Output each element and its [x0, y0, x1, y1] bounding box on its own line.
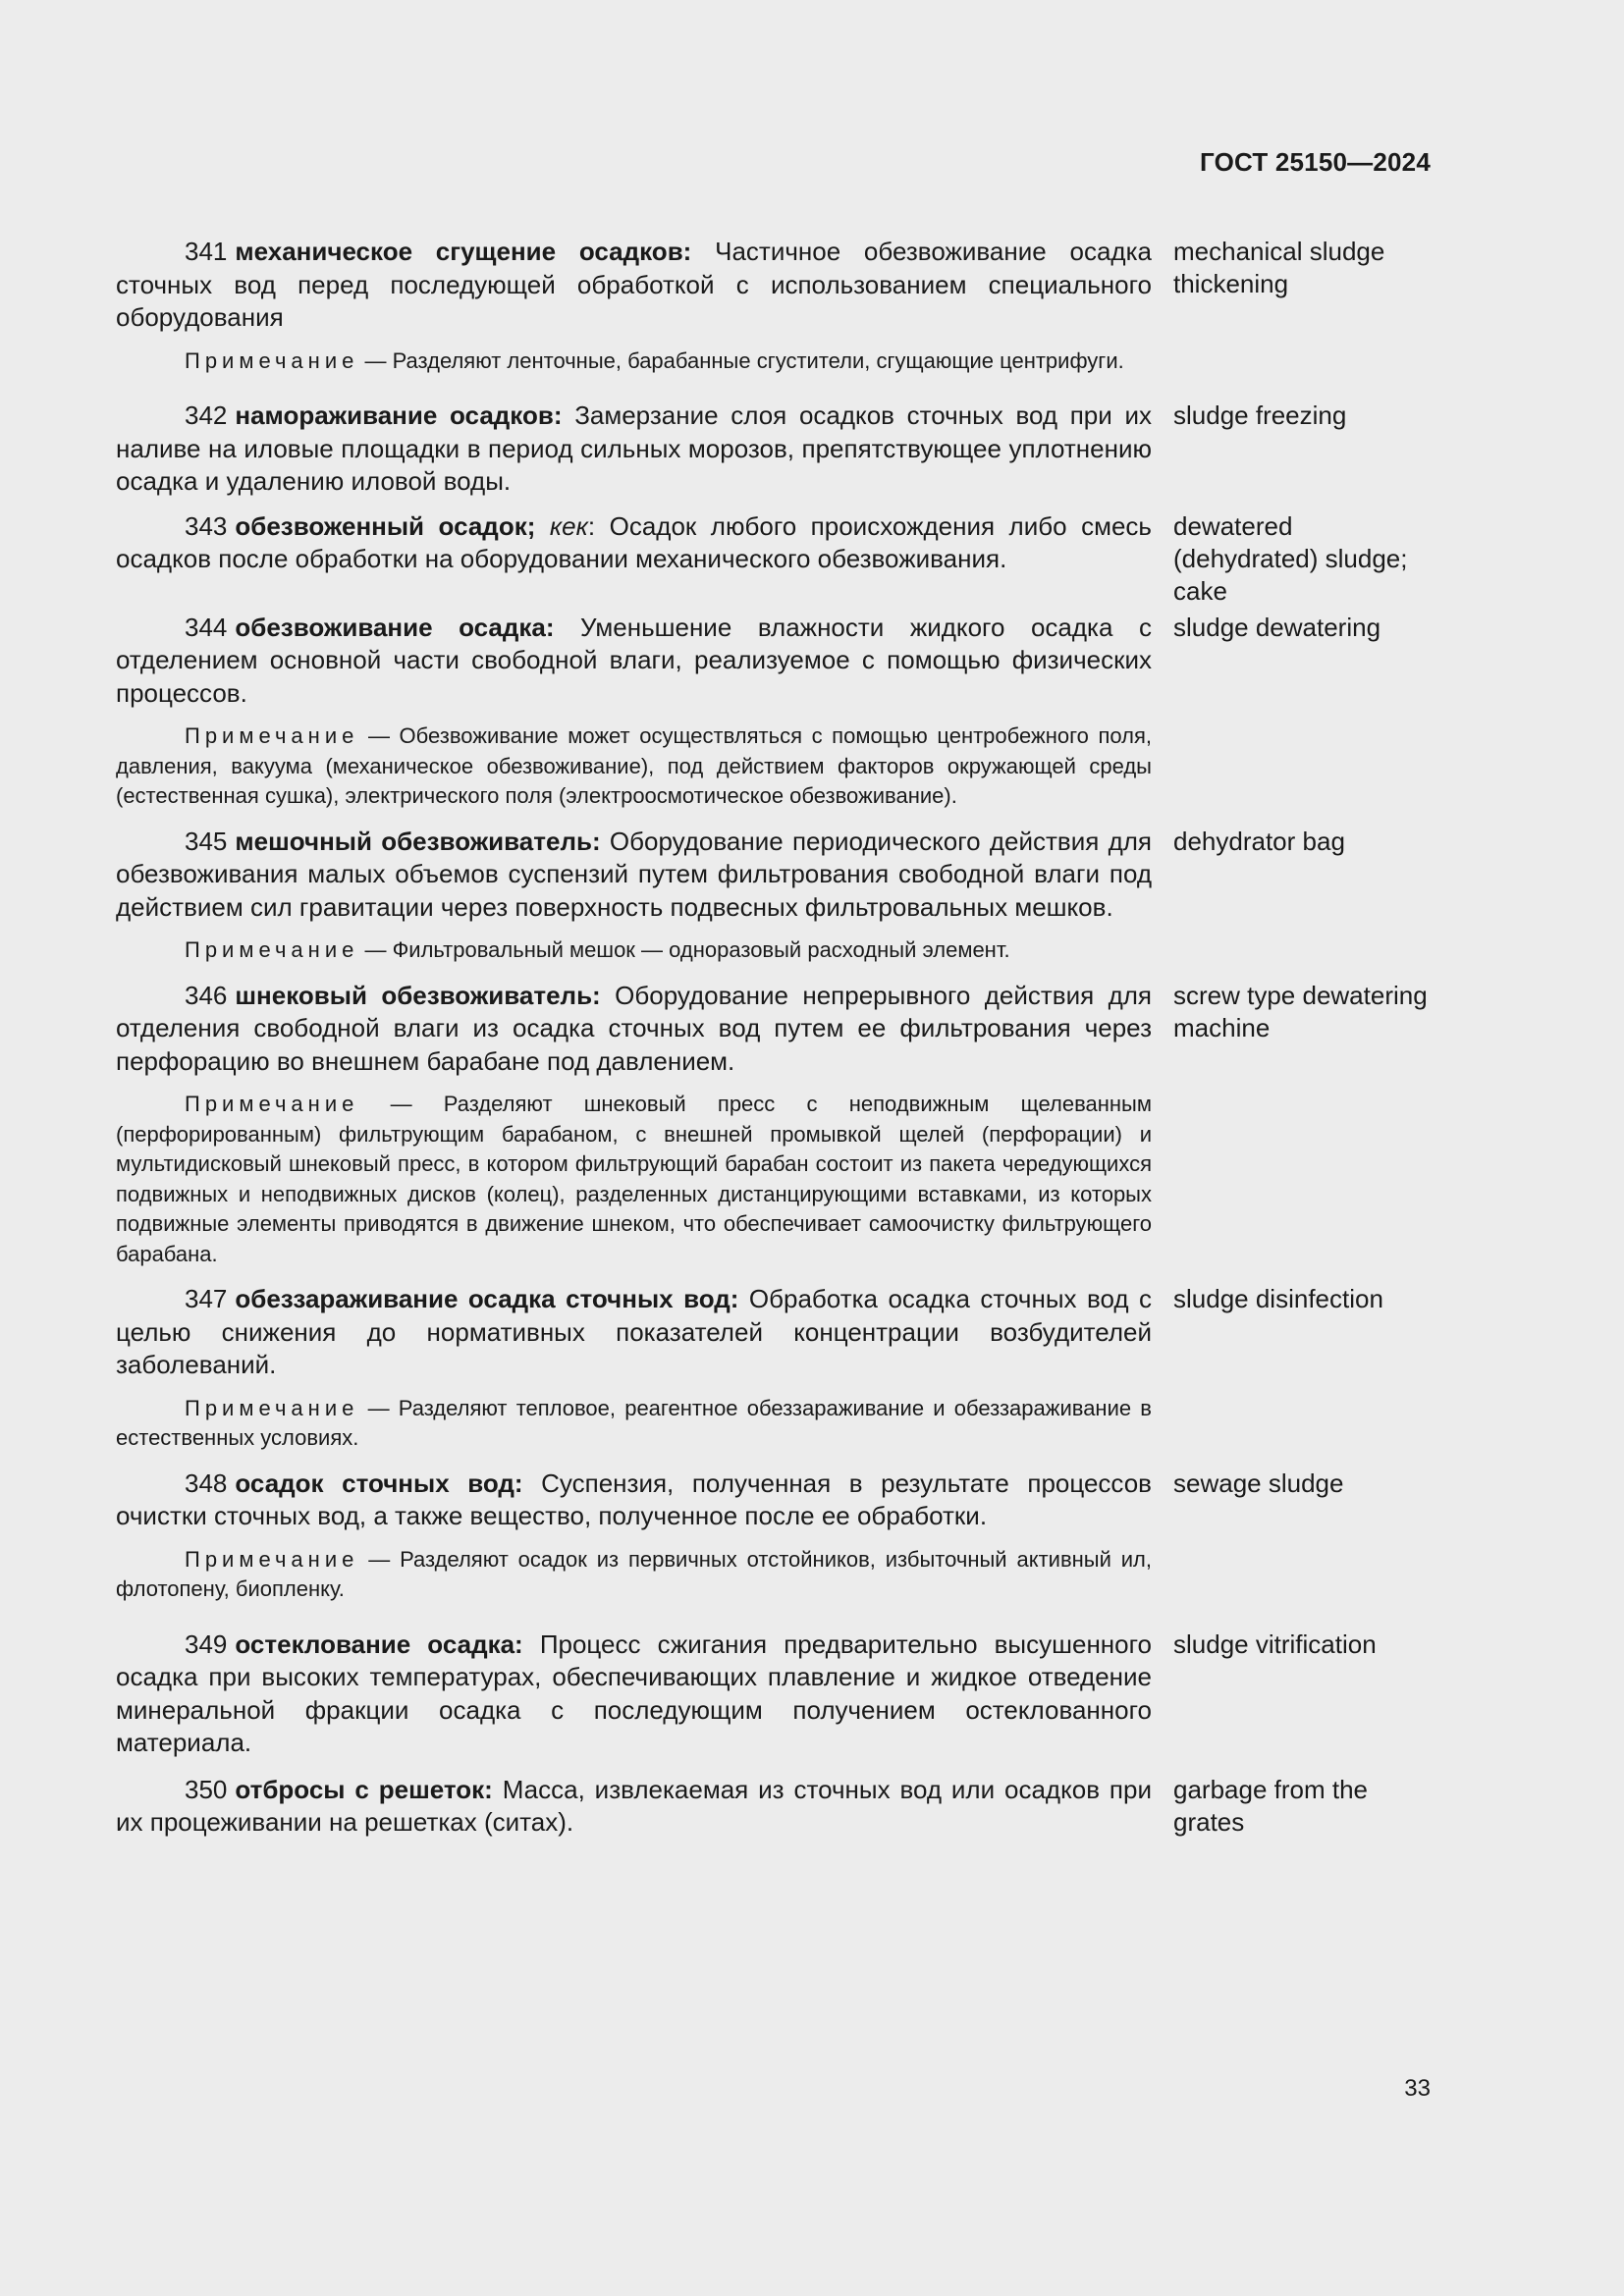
term-number: 350 — [185, 1774, 228, 1804]
entry-russian — [116, 1283, 1152, 1454]
entry-russian — [116, 980, 1152, 1270]
definition-text: : Осадок любого происхождения либо смесь осадков после обработки на оборудовании механического обезвоживания. — [116, 510, 1152, 573]
entry-russian — [116, 826, 1152, 966]
entry-english-equivalent: sludge vitrification — [1173, 1629, 1377, 1659]
term-name: остеклование осадка: — [235, 1629, 523, 1659]
term-number: 348 — [185, 1468, 228, 1498]
term-name: обезвоженный осадок; — [235, 510, 536, 541]
note-text: — Разделяют тепловое, реагентное обеззараживание и обеззараживание в естественных условиях. — [116, 1395, 1152, 1450]
term-note — [116, 1394, 1152, 1454]
term-number: 345 — [185, 826, 228, 856]
term-entry-347 — [116, 1283, 1432, 1454]
term-number: 347 — [185, 1284, 228, 1313]
entry-english-equivalent: dewatered (dehydrated) sludge; cake — [1173, 510, 1408, 606]
definition-text: Процесс сжигания предварительно высушенного осадка при высоких температурах, обеспечивающих плавление и жидкое отведение минеральной фракции осадка с последующим получением остеклованного материала. — [116, 1629, 1152, 1757]
term-number: 343 — [185, 510, 228, 541]
entry-russian — [116, 1774, 1152, 1840]
note-label: Примечание — [185, 347, 359, 373]
term-entry-342 — [116, 400, 1432, 499]
definition-text: Уменьшение влажности жидкого осадка с отделением основной части свободной влаги, реализуемое с помощью физических процессов. — [116, 612, 1152, 708]
definition-text: Обработка осадка сточных вод с целью снижения до нормативных показателей концентрации возбудителей заболеваний. — [116, 1284, 1152, 1379]
term-entry-350 — [116, 1774, 1432, 1840]
page-number: 33 — [1404, 2075, 1431, 2102]
term-note — [116, 1090, 1152, 1269]
definition-text: Оборудование периодического действия для обезвоживания малых объемов суспензий путем фильтрования свободной влаги под действием сил гравитации через поверхность подвесных фильтровальных мешков. — [116, 826, 1152, 922]
entry-russian — [116, 612, 1152, 812]
note-label: Примечание — [185, 1092, 359, 1116]
term-note — [116, 935, 1152, 966]
term-note — [116, 1545, 1152, 1605]
entry-english-equivalent: sludge disinfection — [1173, 1284, 1383, 1313]
term-name: намораживание осадков: — [235, 400, 563, 430]
term-name: мешочный обезвоживатель: — [235, 826, 601, 856]
definition-text: Замерзание слоя осадков сточных вод при их наливе на иловые площадки в период сильных морозов, препятствующее уплотнению осадка и удалению иловой воды. — [116, 400, 1152, 496]
term-name: отбросы с решеток: — [235, 1774, 493, 1804]
term-name: обезвоживание осадка: — [235, 612, 555, 642]
note-label: Примечание — [185, 1395, 359, 1420]
term-number: 349 — [185, 1629, 228, 1659]
entry-english-equivalent: dehydrator bag — [1173, 826, 1345, 856]
note-text: — Разделяют шнековый пресс с неподвижным щелеванным (перфорированным) фильтрующим барабаном, с внешней промывкой щелей (перфорации) и мультидисковый шнековый пресс, в котором фильтрующий барабан состоит из пакета чередующихся подвижных и неподвижных дисков (колец), разделенных дистанцирующими вставками, из которых подвижные элементы приводятся в движение шнеком, что обеспечивает самоочистку фильтрующего барабана. — [116, 1092, 1152, 1266]
definition-text: Суспензия, полученная в результате процессов очистки сточных вод, а также вещество, полученное после ее обработки. — [116, 1468, 1152, 1530]
term-definition — [116, 612, 1152, 711]
term-definition — [116, 236, 1152, 335]
term-entry-349 — [116, 1629, 1432, 1760]
term-number: 346 — [185, 980, 228, 1010]
term-number: 344 — [185, 612, 228, 642]
definition-text: Масса, извлекаемая из сточных вод или осадков при их процеживании на решетках (ситах). — [116, 1774, 1152, 1837]
entry-english-equivalent: sludge dewatering — [1173, 612, 1381, 642]
term-definition — [116, 1283, 1152, 1382]
note-text: — Обезвоживание может осуществляться с помощью центробежного поля, давления, вакуума (механическое обезвоживание), под действием факторов окружающей среды (естественная сушка), электрического поля (электроосмотическое обезвоживание). — [116, 723, 1152, 808]
entry-russian — [116, 236, 1152, 376]
entry-russian — [116, 1629, 1152, 1760]
term-definition — [116, 400, 1152, 499]
note-text: — Фильтровальный мешок — одноразовый расходный элемент. — [364, 937, 1010, 962]
entry-english-equivalent: sludge freezing — [1173, 400, 1347, 430]
term-entry-344 — [116, 612, 1432, 812]
term-entry-346 — [116, 980, 1432, 1270]
definition-text: Частичное обезвоживание осадка сточных вод перед последующей обработкой с использованием специального оборудования — [116, 237, 1152, 332]
entry-english-equivalent: screw type dewatering machine — [1173, 980, 1428, 1042]
term-definition — [116, 1468, 1152, 1533]
term-name: обеззараживание осадка сточных вод: — [235, 1284, 739, 1313]
entry-russian — [116, 400, 1152, 499]
term-definition — [116, 510, 1152, 576]
entry-russian — [116, 1468, 1152, 1605]
term-definition — [116, 826, 1152, 925]
term-entry-348 — [116, 1468, 1432, 1605]
term-name: механическое сгущение осадков: — [235, 237, 692, 266]
term-entry-341 — [116, 236, 1432, 376]
term-definition — [116, 1774, 1152, 1840]
entry-english-equivalent: mechanical sludge thickening — [1173, 237, 1385, 298]
term-number: 341 — [185, 237, 228, 266]
term-definition — [116, 980, 1152, 1079]
term-entry-345 — [116, 826, 1432, 966]
term-definition — [116, 1629, 1152, 1760]
note-label: Примечание — [185, 1546, 359, 1572]
note-label: Примечание — [185, 937, 359, 962]
note-text: — Разделяют ленточные, барабанные сгустители, сгущающие центрифуги. — [364, 347, 1124, 373]
alternative-term: кек — [549, 510, 588, 541]
standard-header: ГОСТ 25150—2024 — [1200, 147, 1431, 177]
entry-english-equivalent: sewage sludge — [1173, 1468, 1344, 1498]
entry-russian — [116, 510, 1152, 576]
term-note — [116, 347, 1152, 377]
term-name: шнековый обезвоживатель: — [235, 980, 601, 1010]
term-number: 342 — [185, 400, 228, 430]
entry-english-equivalent: garbage from the grates — [1173, 1774, 1369, 1837]
definition-text: Оборудование непрерывного действия для отделения свободной влаги из осадка сточных вод путем ее фильтрования через перфорацию во внешнем барабане под давлением. — [116, 980, 1153, 1076]
term-entry-343 — [116, 510, 1432, 608]
terms-list — [116, 236, 1432, 1840]
note-text: — Разделяют осадок из первичных отстойников, избыточный активный ил, флотопену, биопленку. — [116, 1546, 1152, 1601]
note-label: Примечание — [185, 723, 359, 748]
term-note — [116, 721, 1152, 812]
term-name: осадок сточных вод: — [235, 1468, 523, 1498]
